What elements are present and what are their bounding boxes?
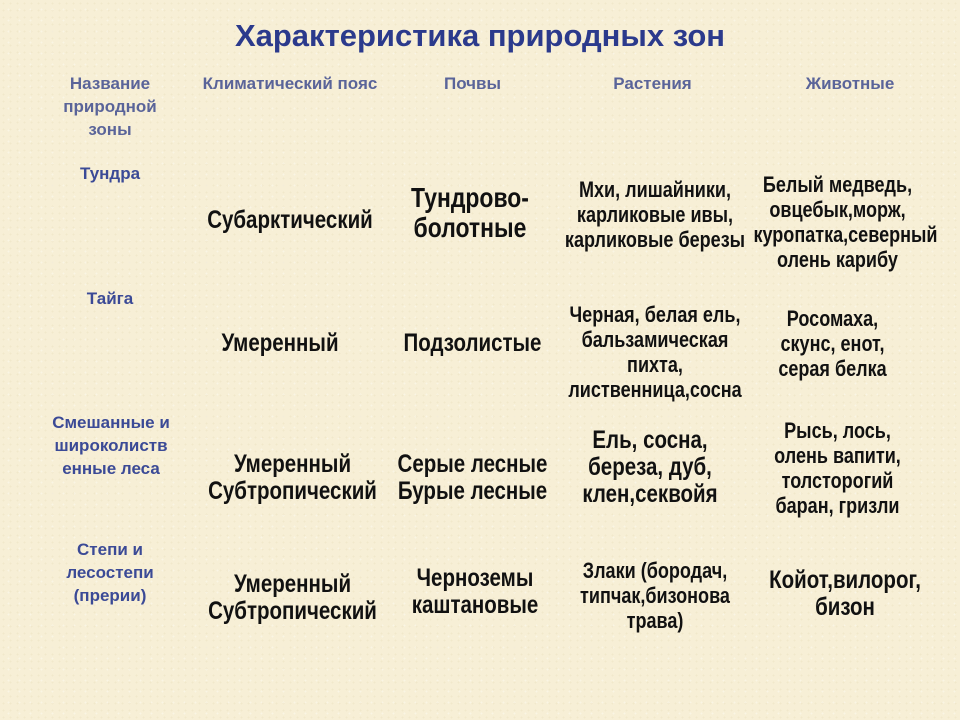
header-animals: Животные (805, 74, 895, 93)
plants-cell: Черная, белая ель, бальзамическая пихта, лиственница,сосна (568, 302, 742, 402)
zone-name: Смешанные и широколиств енные леса (52, 413, 170, 478)
soils-cell: Подзолистые (403, 329, 542, 357)
soils-cell: Черноземы каштановые (411, 564, 539, 619)
page-title: Характеристика природных зон (234, 18, 726, 53)
zone-name: Степи и лесостепи (прерии) (66, 540, 154, 605)
header-zone-name: Название природной зоны (63, 74, 157, 139)
animals-cell: Белый медведь, овцебык,морж, куропатка,северный олень карибу (753, 172, 938, 272)
climate-belt-cell: Умеренный (221, 329, 339, 357)
plants-cell: Ель, сосна, береза, дуб, клен,секвойя (582, 426, 718, 508)
climate-belt-cell: Умеренный Субтропический (208, 450, 377, 505)
zone-name: Тайга (86, 289, 134, 308)
animals-cell: Рысь, лось, олень вапити, толсторогий баран, гризли (774, 418, 901, 518)
header-climate-belt: Климатический пояс (202, 74, 378, 93)
header-soils: Почвы (443, 74, 502, 93)
climate-belt-cell: Умеренный Субтропический (208, 570, 377, 625)
plants-cell: Мхи, лишайники, карликовые ивы, карликовые березы (564, 177, 746, 252)
animals-cell: Койот,вилорог, бизон (769, 566, 921, 621)
zone-name: Тундра (79, 164, 141, 183)
header-plants: Растения (613, 74, 692, 93)
animals-cell: Росомаха, скунс, енот, серая белка (778, 306, 887, 381)
soils-cell: Тундрово- болотные (411, 182, 529, 243)
plants-cell: Злаки (бородач, типчак,бизонова трава) (580, 558, 730, 633)
soils-cell: Серые лесные Бурые лесные (397, 450, 548, 505)
climate-belt-cell: Субарктический (207, 206, 373, 234)
